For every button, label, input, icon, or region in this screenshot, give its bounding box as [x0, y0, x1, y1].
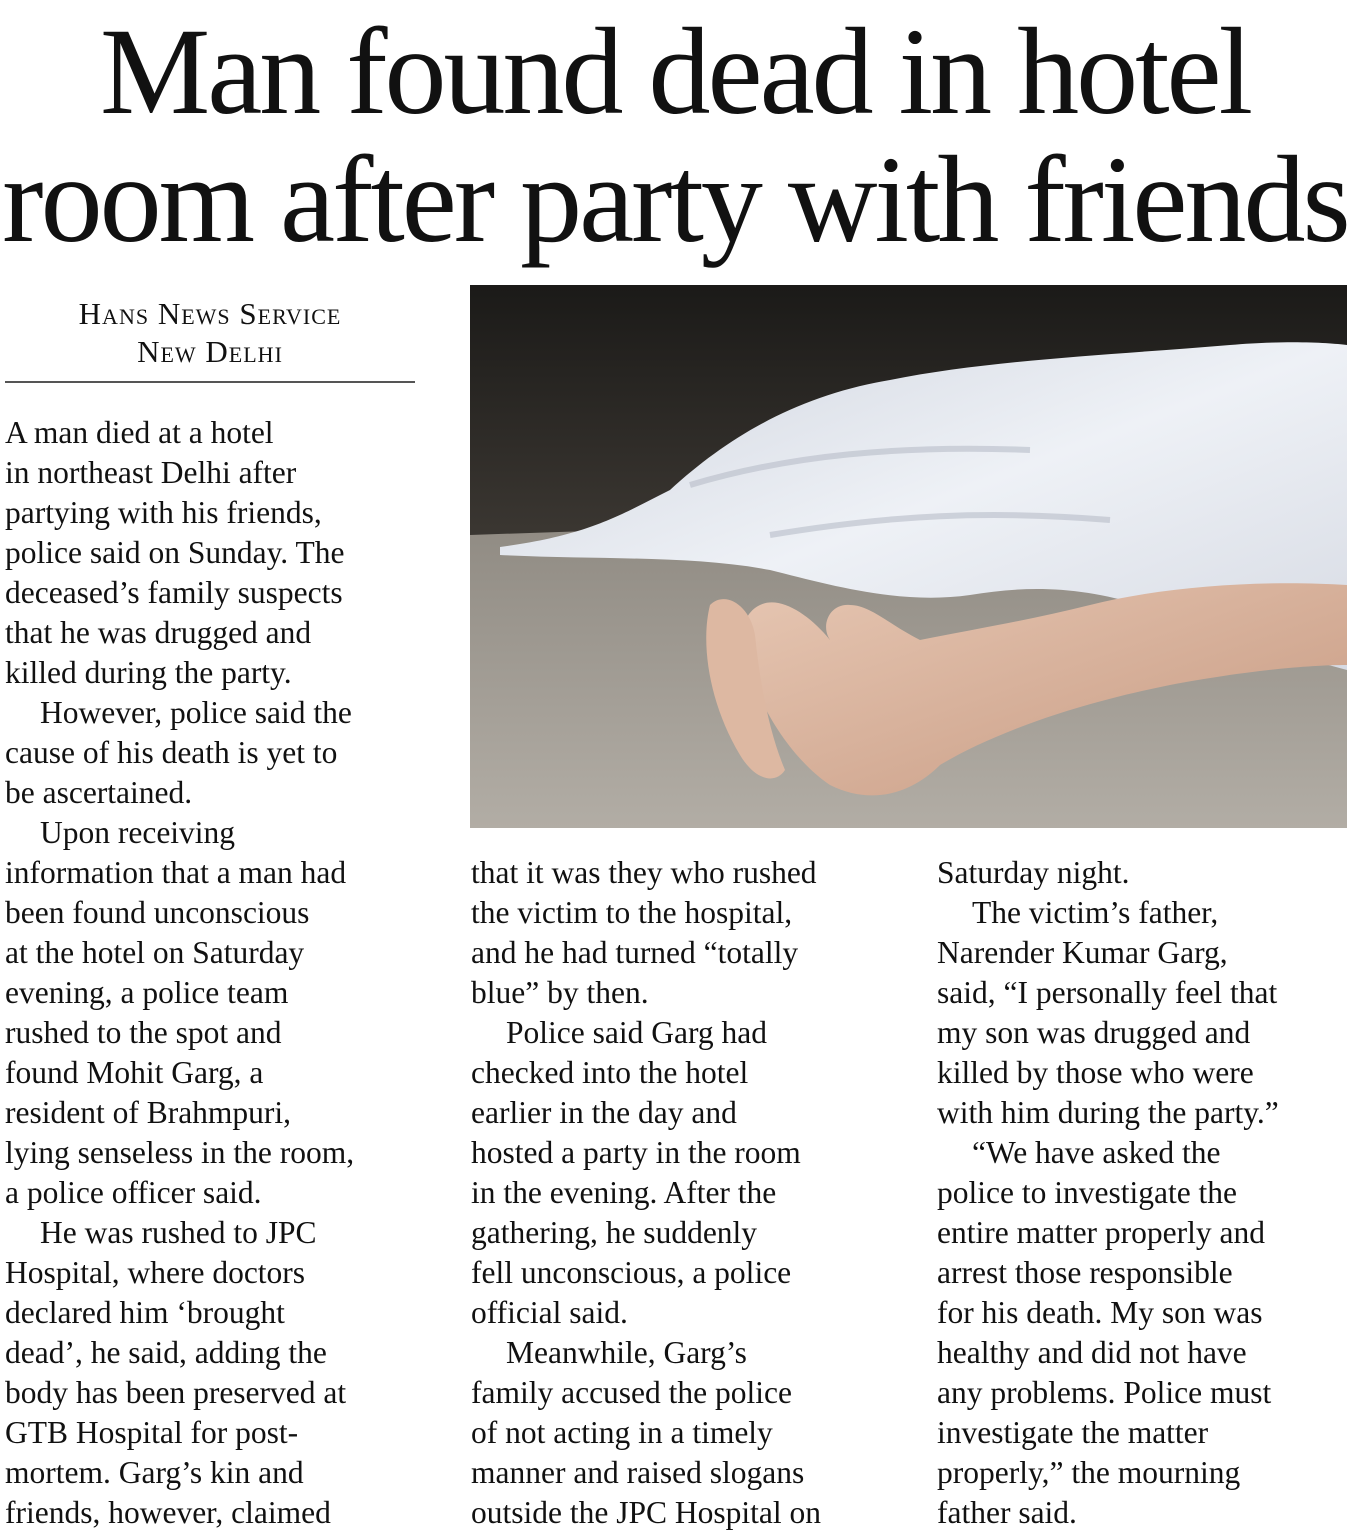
text-line: resident of Brahmpuri,	[5, 1095, 292, 1130]
text-line: He was rushed to JPC	[40, 1215, 317, 1250]
text-line: manner and raised slogans	[471, 1455, 805, 1490]
text-line: declared him ‘brought	[5, 1295, 285, 1330]
text-line: that he was drugged and	[5, 615, 312, 650]
text-line: fell unconscious, a police	[471, 1255, 792, 1290]
article-column-1	[5, 413, 425, 1533]
text-line: father said.	[937, 1495, 1077, 1530]
article-column-2	[471, 853, 901, 1533]
text-line: Hospital, where doctors	[5, 1255, 306, 1290]
text-line: mortem. Garg’s kin and	[5, 1455, 304, 1490]
text-line: police said on Sunday. The	[5, 535, 345, 570]
text-line: body has been preserved at	[5, 1375, 347, 1410]
text-line: healthy and did not have	[937, 1335, 1247, 1370]
text-line: outside the JPC Hospital on	[471, 1495, 822, 1530]
text-line: Narender Kumar Garg,	[937, 935, 1228, 970]
paragraph	[5, 413, 425, 693]
paragraph	[5, 1213, 425, 1533]
text-line: gathering, he suddenly	[471, 1215, 758, 1250]
text-line: any problems. Police must	[937, 1375, 1272, 1410]
text-line: for his death. My son was	[937, 1295, 1263, 1330]
photo-illustration	[470, 285, 1347, 828]
text-line: found Mohit Garg, a	[5, 1055, 264, 1090]
text-line: killed during the party.	[5, 655, 292, 690]
paragraph	[937, 1133, 1347, 1533]
text-line: “We have asked the	[972, 1135, 1221, 1170]
byline-location: New Delhi	[137, 334, 283, 369]
text-line: hosted a party in the room	[471, 1135, 801, 1170]
text-line: family accused the police	[471, 1375, 792, 1410]
paragraph	[471, 1333, 901, 1533]
text-line: be ascertained.	[5, 775, 193, 810]
text-line: arrest those responsible	[937, 1255, 1233, 1290]
text-line: investigate the matter	[937, 1415, 1209, 1450]
text-line: the victim to the hospital,	[471, 895, 793, 930]
text-line: cause of his death is yet to	[5, 735, 338, 770]
text-line: Saturday night.	[937, 855, 1130, 890]
text-line: dead’, he said, adding the	[5, 1335, 327, 1370]
text-line: The victim’s father,	[972, 895, 1219, 930]
text-line: with him during the party.”	[937, 1095, 1279, 1130]
headline	[0, 3, 1350, 268]
text-line: GTB Hospital for post-	[5, 1415, 299, 1450]
byline-agency: Hans News Service	[78, 296, 342, 331]
text-line: rushed to the spot and	[5, 1015, 282, 1050]
text-line: deceased’s family suspects	[5, 575, 343, 610]
text-line: a police officer said.	[5, 1175, 262, 1210]
paragraph	[5, 693, 425, 813]
text-line: friends, however, claimed	[5, 1495, 331, 1530]
text-line: entire matter properly and	[937, 1215, 1265, 1250]
article-column-3	[937, 853, 1347, 1533]
text-line: said, “I personally feel that	[937, 975, 1278, 1010]
text-line: that it was they who rushed	[471, 855, 817, 890]
paragraph	[471, 853, 901, 1013]
text-line: my son was drugged and	[937, 1015, 1251, 1050]
paragraph	[471, 1013, 901, 1333]
text-line: information that a man had	[5, 855, 347, 890]
text-line: partying with his friends,	[5, 495, 322, 530]
paragraph	[5, 813, 425, 1213]
byline	[5, 295, 415, 371]
text-line: been found unconscious	[5, 895, 310, 930]
text-line: and he had turned “totally	[471, 935, 799, 970]
text-line: blue” by then.	[471, 975, 649, 1010]
paragraph	[937, 893, 1347, 1133]
text-line: However, police said the	[40, 695, 352, 730]
text-line: in northeast Delhi after	[5, 455, 297, 490]
text-line: in the evening. After the	[471, 1175, 777, 1210]
text-line: A man died at a hotel	[5, 415, 274, 450]
text-line: killed by those who were	[937, 1055, 1254, 1090]
text-line: Upon receiving	[40, 815, 236, 850]
byline-divider	[5, 381, 415, 383]
text-line: evening, a police team	[5, 975, 289, 1010]
text-line: official said.	[471, 1295, 628, 1330]
headline-line-1: Man found dead in hotel	[99, 3, 1251, 140]
text-line: lying senseless in the room,	[5, 1135, 355, 1170]
text-line: at the hotel on Saturday	[5, 935, 305, 970]
article-photo	[470, 285, 1347, 828]
text-line: of not acting in a timely	[471, 1415, 773, 1450]
text-line: police to investigate the	[937, 1175, 1238, 1210]
text-line: Meanwhile, Garg’s	[506, 1335, 747, 1370]
text-line: Police said Garg had	[506, 1015, 767, 1050]
paragraph	[937, 853, 1347, 893]
text-line: properly,” the mourning	[937, 1455, 1241, 1490]
text-line: earlier in the day and	[471, 1095, 737, 1130]
text-line: checked into the hotel	[471, 1055, 749, 1090]
headline-line-2: room after party with friends	[2, 131, 1348, 268]
